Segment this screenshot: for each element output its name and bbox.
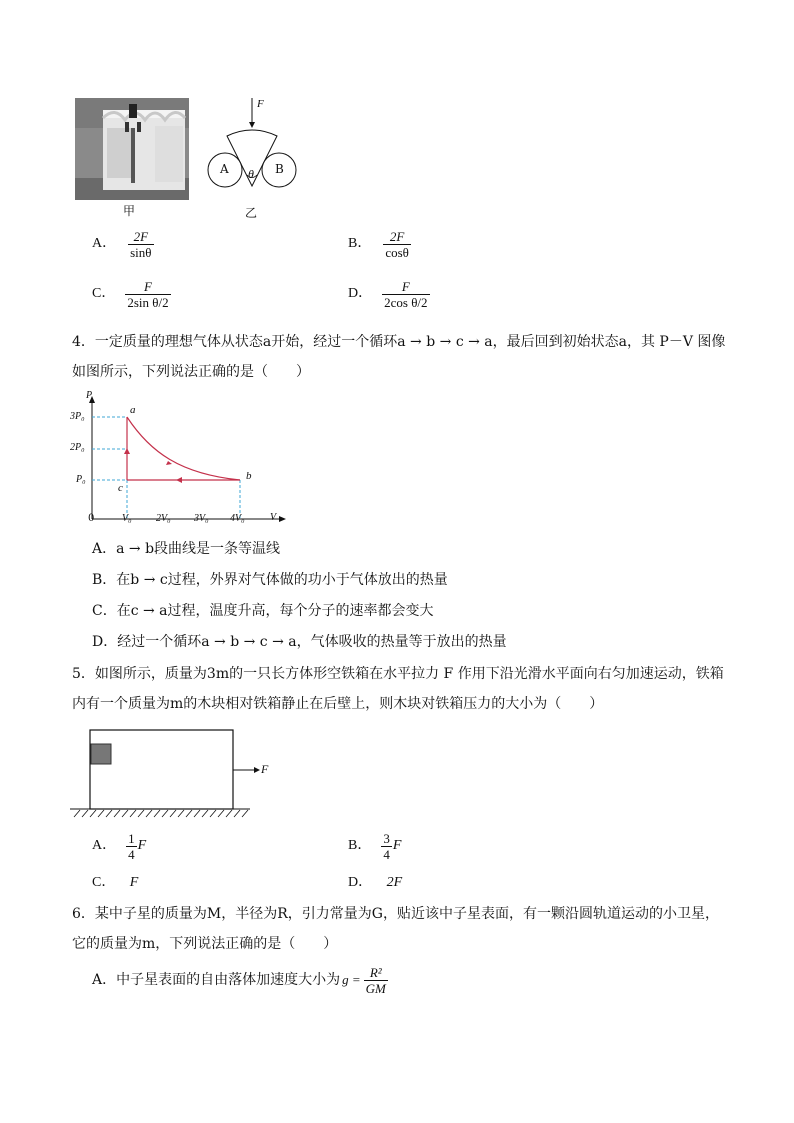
pull-force-label: F [261,762,269,776]
q3-figure [75,98,305,223]
y-tick-P0: P₀ [76,474,86,485]
q5-stem-line2: 内有一个质量为m的木块相对铁箱静止在后壁上，则木块对铁箱压力的大小为（ ） [72,696,604,712]
pv-graph [70,390,290,529]
q3-option-C[interactable]: C． $\frac{F}{\text{2sin θ/2}}$ [92,278,169,310]
q6-option-A[interactable]: A．中子星表面的自由落体加速度大小为 g = $\frac{\text{R²}}{GM}$ [92,964,386,996]
q4-option-B[interactable]: B．在b → c过程，外界对气体做的功小于气体放出的热量 [92,572,448,588]
q6-stem-line2: 它的质量为m，下列说法正确的是（ ） [72,936,338,952]
fraction: $\frac{F}{\text{2cos θ/2}}$ [384,278,428,310]
x-tick-V0: V₀ [122,513,132,524]
y-tick-2P0: 2P₀ [70,442,85,453]
iron-box [90,730,233,809]
q5-stem-line1: 5．如图所示，质量为3m的一只长方体形空铁箱在水平拉力 F 作用下沿光滑水平面向右匀加速运动，铁箱 [72,666,724,682]
point-c: c [118,482,123,494]
q3-option-A[interactable]: A． $\frac{2F}{\sin\theta}$ [92,228,152,260]
photo-jia [75,98,189,200]
fraction: $\frac{2F}{\cos\theta}$ [385,228,409,260]
point-b: b [246,470,252,482]
diagram-yi [207,98,305,210]
circle-label-A: A [220,162,229,176]
q6-stem-line1: 6．某中子星的质量为M，半径为R，引力常量为G，贴近该中子星表面，有一颗沿圆轨道运动的小卫星， [72,906,719,922]
q5-option-C[interactable]: C． F [92,875,139,890]
caption-jia: 甲 [123,204,136,218]
x-axis-label: V [270,512,277,523]
fraction: $\frac{\text{R²}}{GM}$ [365,964,386,996]
fraction: $\frac{F}{\text{2sin θ/2}}$ [127,278,169,310]
fraction: $\frac{2F}{\sin\theta}$ [130,228,152,260]
q5-option-B[interactable]: B． $\frac{3}{4}$ F [348,830,402,862]
caption-yi: 乙 [245,206,258,220]
point-a: a [130,404,136,416]
q3-option-D[interactable]: D． $\frac{F}{\text{2cos θ/2}}$ [348,278,428,310]
x-tick-3V0: 3V₀ [194,513,209,524]
circle-label-B: B [275,162,284,176]
angle-label-theta: θ [248,167,254,181]
x-tick-4V0: 4V₀ [230,513,245,524]
curve-ab [127,417,240,480]
q4-option-C[interactable]: C．在c → a过程，温度升高，每个分子的速率都会变大 [92,603,434,619]
q4-option-D[interactable]: D．经过一个循环a → b → c → a，气体吸收的热量等于放出的热量 [92,634,507,650]
force-label-F: F [257,98,264,110]
x-tick-2V0: 2V₀ [156,513,171,524]
y-tick-3P0: 3P₀ [70,411,85,422]
q4-stem-line1: 4．一定质量的理想气体从状态a开始，经过一个循环a → b → c → a，最后回到初始状态a，其 P－V 图像 [72,334,726,350]
q5-option-A[interactable]: A． $\frac{1}{4}$ F [92,830,147,862]
y-axis-label: P [86,390,93,401]
q5-option-D[interactable]: D． 2F [348,875,403,890]
q4-stem-line2: 如图所示，下列说法正确的是（ ） [72,364,310,380]
origin-label: 0 [88,513,95,524]
fraction: $\frac{1}{4}$ [128,830,135,862]
fraction: $\frac{3}{4}$ [383,830,390,862]
wood-block [91,744,111,764]
q3-option-B[interactable]: B． $\frac{2F}{\cos\theta}$ [348,228,409,260]
iron-box-figure [70,726,290,821]
q4-option-A[interactable]: A．a → b段曲线是一条等温线 [92,541,281,557]
